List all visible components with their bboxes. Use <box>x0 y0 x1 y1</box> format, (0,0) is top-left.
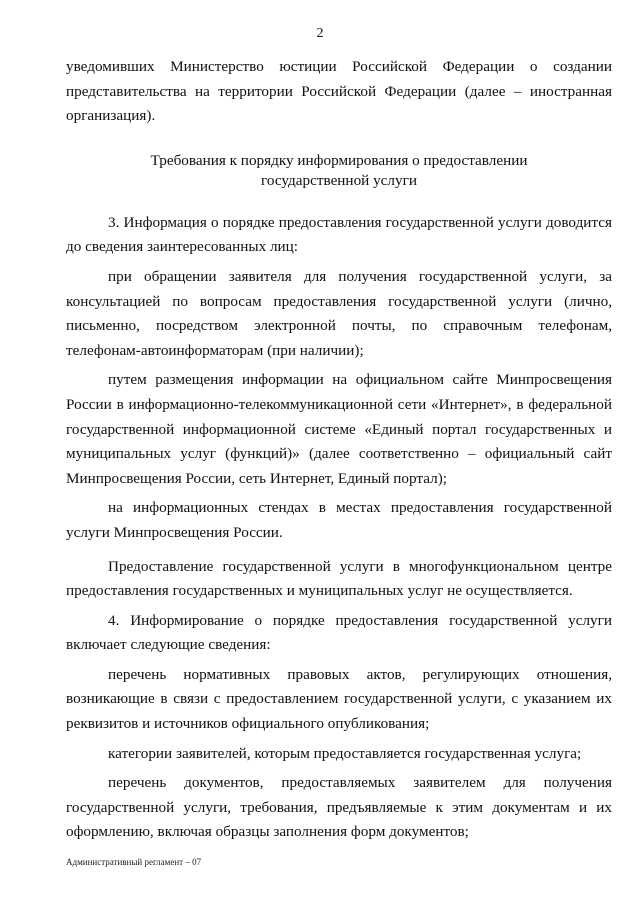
paragraph-applicant-categories: категории заявителей, которым предоставляется государственная услуга; <box>108 744 582 762</box>
paragraph-continuation: уведомивших Министерство юстиции Российской Федерации о создании представительства на территории Российской Федерации (далее – иностранная организация). <box>66 58 612 125</box>
paragraph-3: 3. Информация о порядке предоставления государственной услуги доводится до сведения заинтересованных лиц: <box>66 213 612 256</box>
section-heading-line-2: государственной услуги <box>261 171 417 189</box>
paragraph-4: 4. Информирование о порядке предоставления государственной услуги включает следующие сведения: <box>66 611 612 654</box>
paragraph-stands: на информационных стендах в местах предоставления государственной услуги Минпросвещения России. <box>66 499 612 541</box>
paragraph-website: путем размещения информации на официальном сайте Минпросвещения России в информационно-телекоммуникационной сети «Интернет», в федеральной государственной информационной системе «Единый портал государственных и муниципальных услуг (функций)» (далее соответственно – официальный сайт Минпросвещения России, сеть Интернет, Единый портал); <box>66 371 612 487</box>
section-heading-line-1: Требования к порядку информирования о предоставлении <box>150 151 528 169</box>
paragraph-legal-acts: перечень нормативных правовых актов, регулирующих отношения, возникающие в связи с предоставлением государственной услуги, с указанием их реквизитов и источников официального опубликования; <box>66 665 612 733</box>
paragraph-documents-list: перечень документов, предоставляемых заявителем для получения государственной услуги, требования, предъявляемые к этим документам и их оформлению, включая образцы заполнения форм документов; <box>66 774 612 841</box>
paragraph-contact-methods: при обращении заявителя для получения государственной услуги, за консультацией по вопросам предоставления государственной услуги (лично, письменно, посредством электронной почты, по справочным телефонам, телефонам-автоинформаторам (при наличии); <box>66 267 612 359</box>
section-heading <box>66 151 612 191</box>
page-footer: Административный регламент – 07 <box>66 857 202 867</box>
paragraph-mfc: Предоставление государственной услуги в многофункциональном центре предоставления государственных и муниципальных услуг не осуществляется. <box>66 557 612 600</box>
document-body <box>66 55 612 845</box>
page-number: 2 <box>316 26 324 41</box>
